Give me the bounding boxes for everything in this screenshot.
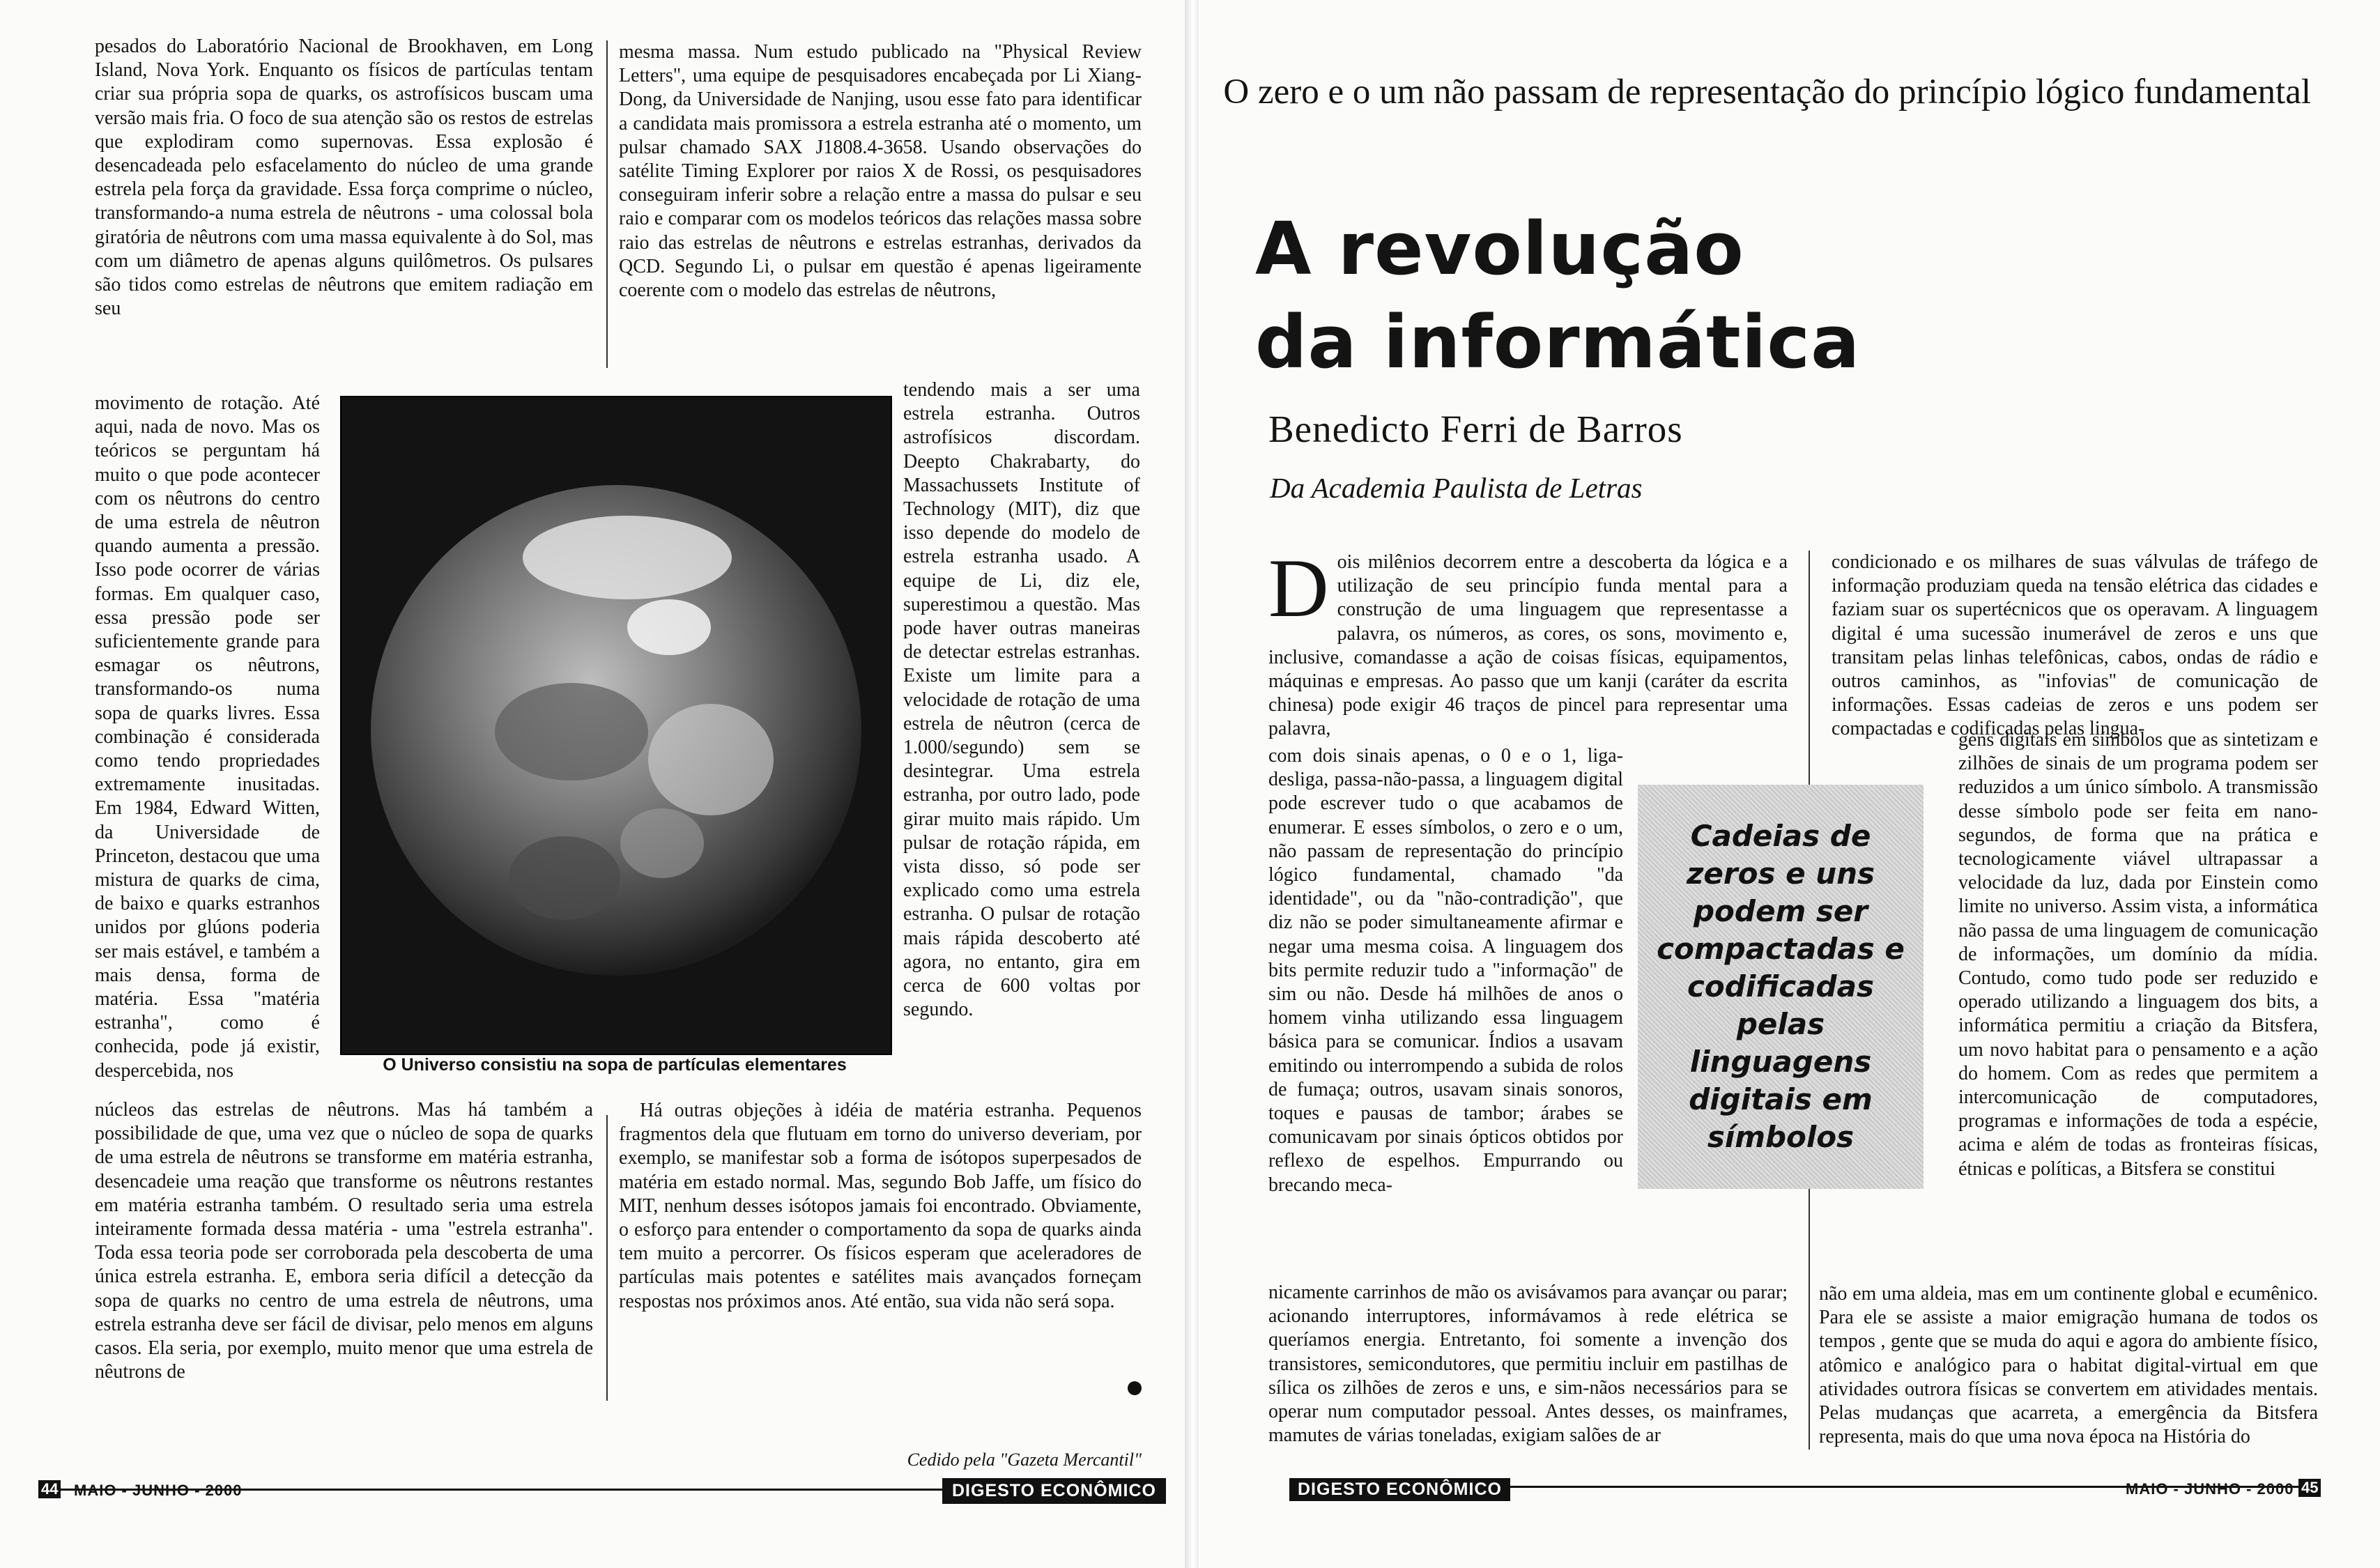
page-number: 45: [2298, 1479, 2321, 1497]
right-col2-narrow-text: gens digitais em símbolos que as sintetizam e zilhões de sinais de um programa podem ser reduzidos a um único símbolo. A transmissão desse símbolo pode ser feita em nano-segundos, de forma que na prática e tecnologicamente viável ultrapassar a velocidade da luz, dada por Einstein como limite no universo. Assim vista, a informática não passa de uma linguagem de comunicação de informações, um domínio da mídia. Contudo, como tudo pode ser reduzido e operado utilizando a linguagem dos bits, a informática permitiu a criação da Bitsfera, um novo habitat para o pensamento e a ação do homem. Com as redes que permitem a intercomunicação de computadores, programas e informações de toda a espécie, acima e além de todas as fronteiras físicas, étnicas e políticas, a Bitsfera se constitui: [1958, 729, 2318, 1180]
left-col1-bottom-text: núcleos das estrelas de nêutrons. Mas há também a possibilidade de que, uma vez que o núcleo de sopa de quarks de uma estrela de nêutrons se transforme em matéria estranha, desencadeie uma reação que transforme os nêutrons restantes em matéria estranha também. O resultado seria uma estrela inteiramente formada dessa matéria - uma "estrela estranha". Toda essa teoria pode ser corroborada pela descoberta de uma única estrela estranha. E, embora seria difícil a detecção da sopa de quarks no centro de uma estrela de nêutrons, uma estrela estranha deve ser fácil de divisar, pelo menos em alguns casos. Ela seria, por exemplo, muito menor que uma estrela de nêutrons de: [95, 1099, 593, 1383]
universe-photo: [340, 396, 892, 1055]
pull-quote-text: Cadeias de zeros e uns podem ser compactadas e codificadas pelas linguagens digitais em símbolos: [1657, 819, 1905, 1154]
drop-cap: D: [1268, 541, 1329, 634]
left-page: [0, 0, 1185, 1568]
column-rule: [606, 1115, 608, 1401]
left-col1-narrow-text: movimento de rotação. Até aqui, nada de novo. Mas os teóricos se perguntam há muito o que pode acontecer com os nêutrons do centro de uma estrela de nêutron quando aumenta a pressão. Isso pode ocorrer de várias formas. Em qualquer caso, essa pressão pode ser suficientemente grande para esmagar os nêutrons, transformando-os numa sopa de quarks livres. Essa combinação é considerada como tendo propriedades extremamente inusitadas. Em 1984, Edward Witten, da Universidade de Princeton, destacou que uma mistura de quarks de cima, de baixo e quarks estranhos unidos por glúons poderia ser mais estável, e também a mais densa, forma de matéria. Essa "matéria estranha", como é conhecida, pode já existir, despercebida, nos: [95, 392, 320, 1082]
issue-date: MAIO - JUNHO - 2000: [2126, 1480, 2294, 1498]
right-page: [1199, 0, 2380, 1568]
right-col2-bottom-text: não em uma aldeia, mas em um continente global e ecumênico. Para ele se assiste a maior emigração humana de todos os tempos , gente que se muda do aqui e agora do ambiente físico, atômico e analógico para o habitat digital-virtual em que atividades outrora físicas se convertem em atividades mentais. Pelas mudanças que acarreta, a emergência da Bitsfera representa, mais do que uma nova época na História do: [1819, 1283, 2318, 1448]
left-col2-top-text: mesma massa. Num estudo publicado na "Physical Review Letters", uma equipe de pesquisadores encabeçada por Li Xiang-Dong, da Universidade de Nanjing, usou esse fato para identificar a candidata mais promissora a estrela estranha até o momento, um pulsar chamado SAX J1808.4-3658. Usando observações do satélite Timing Explorer por raios X de Rossi, os pesquisadores conseguiram inferir sobre a relação entre a massa do pulsar e seu raio e comparar com os modelos teóricos das relações massa sobre raio das estrelas de nêutrons e estrelas estranhas, derivados da QCD. Segundo Li, o pulsar em questão é apenas ligeiramente coerente com o modelo das estrelas de nêutrons,: [619, 41, 1142, 302]
author-affiliation: Da Academia Paulista de Letras: [1270, 472, 1643, 504]
author-name: Benedicto Ferri de Barros: [1268, 408, 1683, 450]
left-col2-bottom-text: Há outras objeções à idéia de matéria estranha. Pequenos fragmentos dela que flutuam em torno do universo deveriam, por exemplo, se manifestar sob a forma de isótopos superpesados de matéria em estado normal. Mas, segundo Bob Jaffe, um físico do MIT, nenhum desses isótopos jamais foi encontrado. Obviamente, o esforço para entender o comportamento da sopa de quarks ainda tem muito a percorrer. Os físicos esperam que aceleradores de partículas mais potentes e satélites mais avançados forneçam respostas nos próximos anos. Até então, sua vida não será sopa.: [619, 1100, 1142, 1312]
earth-globe-image: [341, 397, 891, 1054]
article-title: [1255, 202, 1882, 389]
title-line-2: da informática: [1255, 300, 1861, 385]
magazine-name: DIGESTO ECONÔMICO: [1289, 1478, 1510, 1501]
page-gutter: [1185, 0, 1199, 1568]
right-col1-bottom-text: nicamente carrinhos de mão os avisávamos para avançar ou parar; acionando interruptores, informávamos à rede elétrica se queríamos energia. Entretanto, foi somente a invenção dos transistores, semicondutores, que permitiu incluir em pastilhas de sílica os zilhões de zeros e uns, e sim-nãos necessários para se operar num computador pessoal. Antes desses, os mainframes, mamutes de várias toneladas, exigiam salões de ar: [1268, 1282, 1788, 1447]
left-col2-narrow-text: tendendo mais a ser uma estrela estranha. Outros astrofísicos discordam. Deepto Chakrabarty, do Massachussets Institute of Technology (MIT), diz que isso depende do modelo de estrela estranha usado. A equipe de Li, diz ele, superestimou a questão. Mas pode haver outras maneiras de detectar estrelas estranhas. Existe um limite para a velocidade de rotação de uma estrela de nêutron (cerca de 1.000/segundo) sem se desintegrar. Uma estrela estranha, por outro lado, pode girar muito mais rápido. Um pulsar de rotação rápida, em vista disso, só pode ser explicado como uma estrela estranha. O pulsar de rotação mais rápida descoberto até agora, no entanto, gira em cerca de 600 voltas por segundo.: [903, 379, 1140, 1021]
magazine-name: DIGESTO ECONÔMICO: [942, 1478, 1166, 1504]
left-col1-top-text: pesados do Laboratório Nacional de Brookhaven, em Long Island, Nova York. Enquanto os físicos de partículas tentam criar sua própria sopa de quarks, os astrofísicos buscam uma versão mais fria. O foco de sua atenção são os restos de estrelas que explodiram como supernovas. Essa explosão é desencadeada pelo esfacelamento do núcleo de uma grande estrela pela força da gravidade. Essa força comprime o núcleo, transformando-a numa estrela de nêutrons - uma colossal bola giratória de nêutrons com uma massa equivalente à do Sol, mas com um diâmetro de apenas alguns quilômetros. Os pulsares são tidos como estrelas de nêutrons que emitem radiação em seu: [95, 36, 593, 320]
page-number: 44: [38, 1480, 61, 1498]
pull-quote-box: [1638, 785, 1924, 1189]
article-deck: O zero e o um não passam de representação do princípio lógico fundamental: [1223, 72, 2311, 112]
right-col1-narrow-text: com dois sinais apenas, o 0 e o 1, liga-desliga, passa-não-passa, a linguagem digital pode escrever tudo o que acabamos de enumerar. E esses símbolos, o zero e o um, não passam de representação do princípio lógico fundamental, chamado "da identidade", ou da "não-contradição", que diz não se poder simultaneamente afirmar e negar uma mesma coisa. A linguagem dos bits permite reduzir tudo a "informação" de sim ou não. Desde há milhões de anos o homem vinha utilizando essa linguagem básica para se comunicar. Índios a usavam emitindo ou interrompendo a subida de rolos de fumaça; outros, usavam sinais sonoros, toques e pausas de tambor; árabes se comunicavam por sinais ópticos obtidos por reflexo de espelhos. Empurrando ou brecando meca-: [1268, 745, 1623, 1196]
end-of-article-mark: [1128, 1381, 1142, 1395]
issue-date: MAIO - JUNHO - 2000: [74, 1482, 243, 1499]
column-rule: [606, 40, 608, 368]
right-col1-intro-text: D ois milênios decorrem entre a descoberta da lógica e a utilização de seu princípio funda mental para a construção de uma linguagem que representasse a palavra, os números, as cores, os sons, movimento e, inclusive, comandasse a ação de coisas físicas, equipamentos, máquinas e empresas. Ao passo que um kanji (caráter da escrita chinesa) pode exigir 46 traços de pincel para representar uma palavra,: [1268, 541, 1788, 740]
title-line-1: A revolução: [1255, 206, 1744, 291]
photo-caption: O Universo consistiu na sopa de partículas elementares: [383, 1055, 847, 1075]
source-credit: Cedido pela "Gazeta Mercantil": [907, 1450, 1142, 1470]
right-col2-top-text: condicionado e os milhares de suas válvulas de tráfego de informação produziam queda na tensão elétrica das cidades e faziam suar os supertécnicos que os operavam. A linguagem digital é uma sucessão inumerável de zeros e uns que transitam pelas linhas telefônicas, cabos, ondas de rádio e outros caminhos, as "infovias" de comunicação de informações. Essas cadeias de zeros e uns podem ser compactadas e codificadas pelas lingua-: [1832, 551, 2318, 740]
